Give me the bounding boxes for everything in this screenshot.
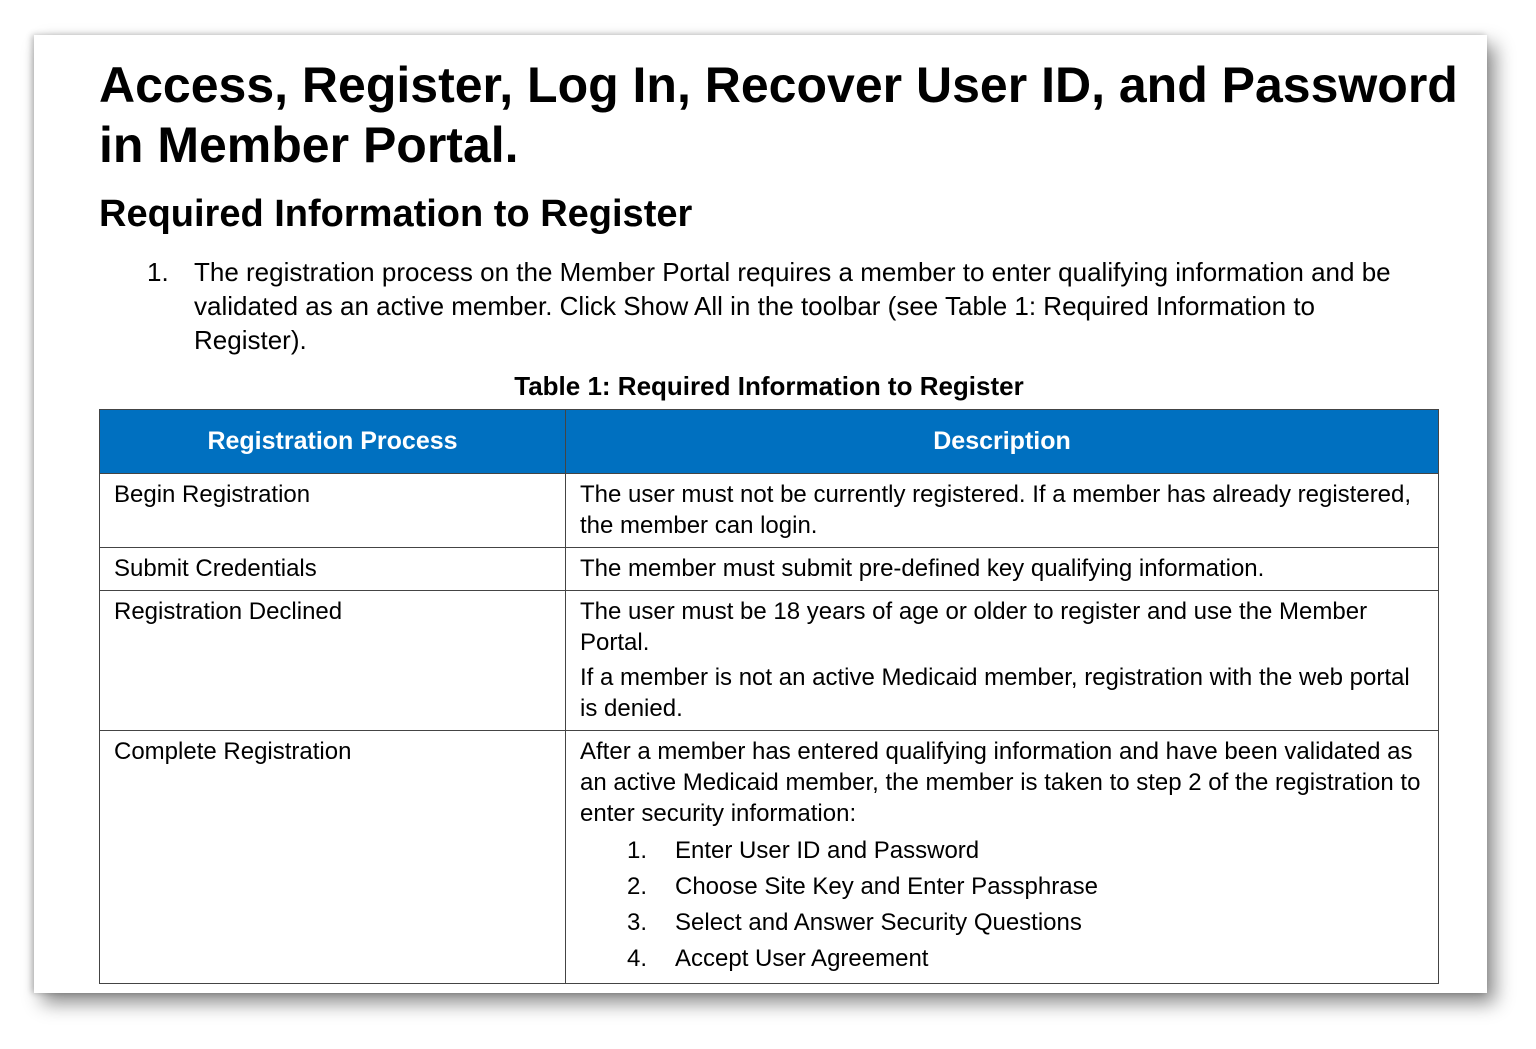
page-title: Access, Register, Log In, Recover User ID, and Password in Member Portal.: [99, 57, 1458, 173]
step-number: 1.: [147, 257, 169, 287]
list-text: Choose Site Key and Enter Passphrase: [675, 873, 1098, 900]
description-text: The member must submit pre-defined key qualifying information.: [580, 555, 1265, 582]
list-text: Select and Answer Security Questions: [675, 909, 1082, 936]
table-row: [100, 591, 1439, 731]
description-text: The user must not be currently registered. If a member has already registered, the member can login.: [580, 481, 1412, 539]
table-caption: Table 1: Required Information to Register: [514, 371, 1024, 401]
list-item: [580, 941, 1424, 977]
list-number: 1.: [627, 837, 648, 864]
description-text: After a member has entered qualifying information and have been validated as an active Medicaid member, the member is taken to step 2 of the registration to enter security information:: [580, 738, 1421, 827]
process-cell: Complete Registration: [100, 731, 566, 984]
description-cell: [566, 591, 1439, 731]
table-row: [100, 731, 1439, 984]
list-item: [580, 833, 1424, 869]
list-number: 3.: [627, 909, 648, 936]
list-item: [580, 869, 1424, 905]
list-number: 2.: [627, 873, 648, 900]
process-cell: Registration Declined: [100, 591, 566, 731]
security-steps-list: [580, 833, 1424, 977]
document-page: [34, 35, 1487, 993]
step-text: The registration process on the Member Portal requires a member to enter qualifying information and be validated as an active member. Click Show All in the toolbar (see Table 1: Required Information to Register).: [194, 257, 1391, 355]
description-cell: [566, 474, 1439, 548]
table-row: [100, 548, 1439, 591]
list-text: Enter User ID and Password: [675, 837, 980, 864]
process-cell: Begin Registration: [100, 474, 566, 548]
list-text: Accept User Agreement: [675, 945, 929, 972]
numbered-step: [147, 255, 1397, 357]
description-text: If a member is not an active Medicaid member, registration with the web portal is denied.: [580, 664, 1410, 722]
header-description: Description: [566, 410, 1439, 474]
description-cell: [566, 731, 1439, 984]
section-heading: Required Information to Register: [99, 193, 693, 235]
description-text: The user must be 18 years of age or older to register and use the Member Portal.: [580, 598, 1368, 656]
required-info-table: [99, 409, 1439, 984]
list-number: 4.: [627, 945, 648, 972]
header-registration-process: Registration Process: [100, 410, 566, 474]
process-cell: Submit Credentials: [100, 548, 566, 591]
description-cell: [566, 548, 1439, 591]
table-header-row: [100, 410, 1439, 474]
table-row: [100, 474, 1439, 548]
list-item: [580, 905, 1424, 941]
